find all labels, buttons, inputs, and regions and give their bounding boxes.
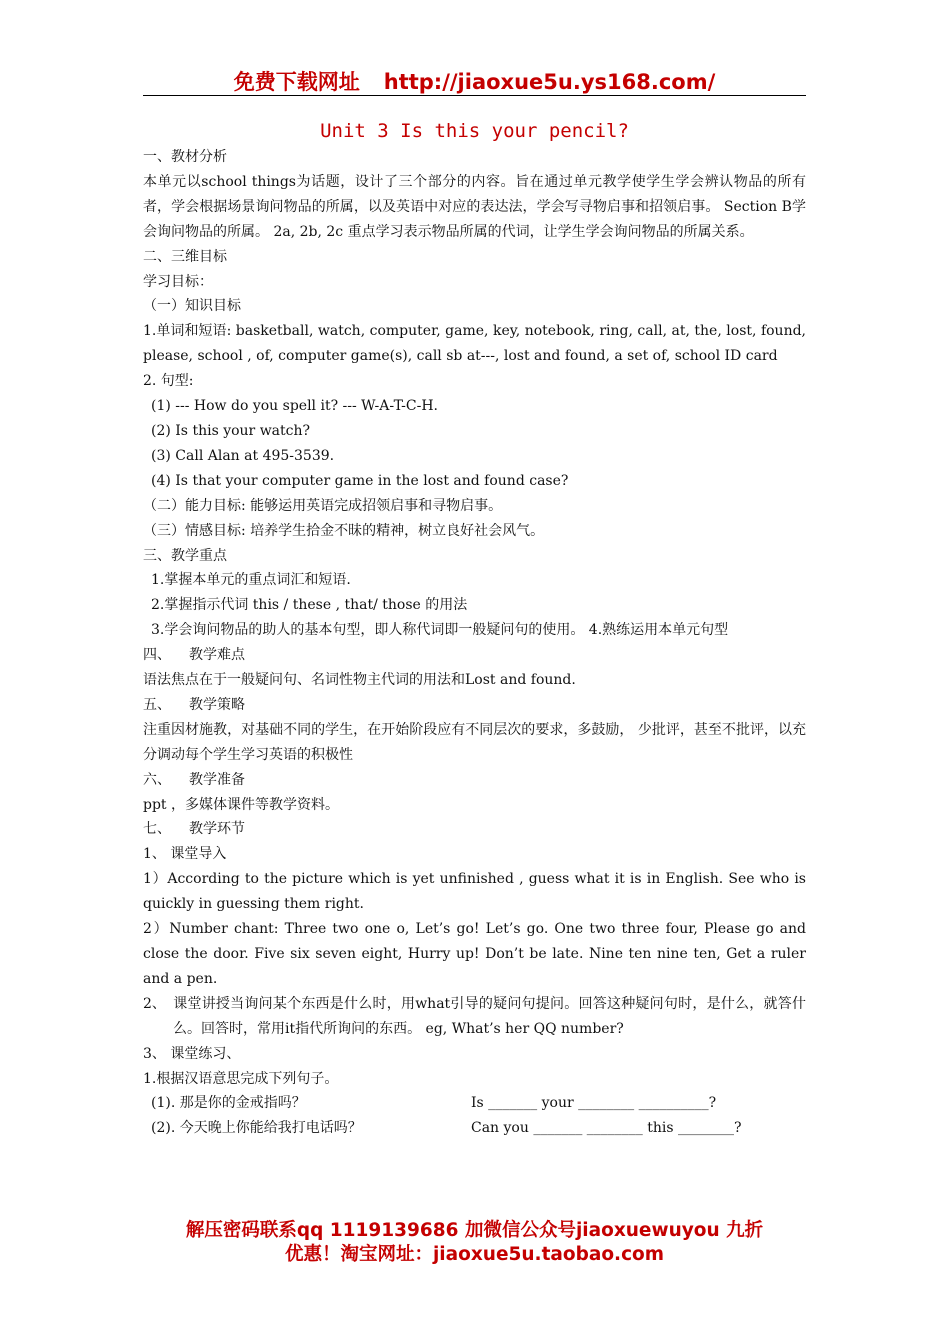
strategy-text: 注重因材施教，对基础不同的学生，在开始阶段应有不同层次的要求，多鼓励， 少批评，甚至不批评，以充分调动每个学生学习英语的积极性 [143, 721, 806, 763]
footer-line-2: 优惠！淘宝网址：jiaoxue5u.taobao.com [284, 1244, 665, 1265]
page-title: Unit 3 Is this your pencil? [320, 120, 629, 142]
exercise-prompt: (1). 那是你的金戒指吗？ [151, 1095, 306, 1112]
textbook-analysis: 本单元以school things为话题，设计了三个部分的内容。旨在通过单元教学使学生学会辨认物品的所有者，学会根据场景询问物品的所属，以及英语中对应的表达法，学会写寻物启事和招领启事。 Section B学会询问物品的所属。 2a, 2b, 2c 重点学习表示物品所属的代词，让学生学会询问物品的所属关系。 [143, 173, 806, 240]
emotion-goal: （三）情感目标: 培养学生拾金不昧的精神，树立良好社会风气。 [143, 522, 545, 539]
pattern-item: (1) --- How do you spell it? --- W-A-T-C-H. [151, 398, 438, 415]
header-divider [143, 95, 806, 96]
download-header [143, 66, 806, 94]
exercise-row [143, 1091, 806, 1116]
promo-footer [143, 1219, 806, 1267]
header-url-link[interactable]: http://jiaoxue5u.ys168.com/ [383, 70, 716, 94]
pattern-item: (4) Is that your computer game in the lost and found case? [151, 472, 569, 489]
step-lecture [143, 992, 806, 1042]
section-title: 教学准备 [189, 771, 245, 788]
lesson-content [143, 145, 806, 1141]
section-heading-6 [143, 768, 806, 793]
number-chant: 2）Number chant: Three two one o, Let’s go! Let’s go. One two three four, Please go and close the door. Five six seven eight, Hurry up! Don’t be late. Nine ten nine ten, Get a ruler and a pen. [143, 921, 806, 987]
footer-line-1: 解压密码联系qq 1119139686 加微信公众号jiaoxuewuyou 九折 [185, 1220, 764, 1241]
key-point: 3.学会询问物品的助人的基本句型，即人称代词即一般疑问句的使用。 4.熟练运用本单元句型 [151, 622, 729, 639]
section-title: 教学策略 [189, 696, 245, 713]
step-lead-in: 1、 课堂导入 [143, 846, 227, 863]
ability-goal: （二）能力目标: 能够运用英语完成招领启事和寻物启事。 [143, 497, 503, 514]
knowledge-goals-heading: （一）知识目标 [143, 298, 241, 315]
section-number: 五、 [143, 696, 171, 713]
section-number: 六、 [143, 771, 171, 788]
exercise-row [143, 1116, 806, 1141]
section-heading-4 [143, 643, 806, 668]
pattern-item: (2) Is this your watch? [151, 422, 311, 439]
pattern-item: (3) Call Alan at 495-3539. [151, 447, 335, 464]
vocabulary-list: 1.单词和短语: basketball, watch, computer, game, key, notebook, ring, call, at, the, lost, found, please, school , of, computer game(s), call sb at---, lost and found, a set of, school ID card [143, 323, 806, 365]
exercise-heading: 1.根据汉语意思完成下列句子。 [143, 1070, 339, 1087]
section-number: 四、 [143, 647, 171, 664]
step-practice: 3、 课堂练习、 [143, 1045, 241, 1062]
section-title: 教学环节 [189, 821, 245, 838]
difficulty-text: 语法焦点在于一般疑问句、名词性物主代词的用法和Lost and found. [143, 672, 576, 689]
patterns-heading: 2. 句型: [143, 373, 194, 390]
section-title: 教学难点 [189, 647, 245, 664]
section-heading-5 [143, 693, 806, 718]
preparation-text: ppt ，多媒体课件等教学资料。 [143, 796, 339, 813]
lecture-text: 课堂讲授当询问某个东西是什么时，用what引导的疑问句提问。回答这种疑问句时，是什么，就答什么。回答时，常用it指代所询问的东西。 eg, What’s her QQ number? [173, 995, 806, 1037]
learning-goals-label: 学习目标： [143, 273, 213, 290]
exercise-blanks: Can you _______ ________ this ________? [471, 1120, 742, 1137]
step-number: 2、 [143, 995, 166, 1012]
exercise-blanks: Is _______ your ________ __________? [471, 1095, 717, 1112]
lead-in-activity: 1）According to the picture which is yet unfinished , guess what it is in English. See who is quickly in guessing them right. [143, 871, 806, 913]
section-heading-7 [143, 817, 806, 842]
exercise-prompt: (2). 今天晚上你能给我打电话吗？ [151, 1120, 362, 1137]
section-heading-3: 三、教学重点 [143, 547, 227, 564]
key-point: 1.掌握本单元的重点词汇和短语. [151, 572, 351, 589]
section-heading-1: 一、教材分析 [143, 149, 227, 165]
section-heading-2: 二、三维目标 [143, 248, 227, 265]
header-label: 免费下载网址 [233, 70, 360, 94]
section-number: 七、 [143, 821, 171, 838]
key-point: 2.掌握指示代词 this / these , that/ those 的用法 [151, 597, 468, 614]
